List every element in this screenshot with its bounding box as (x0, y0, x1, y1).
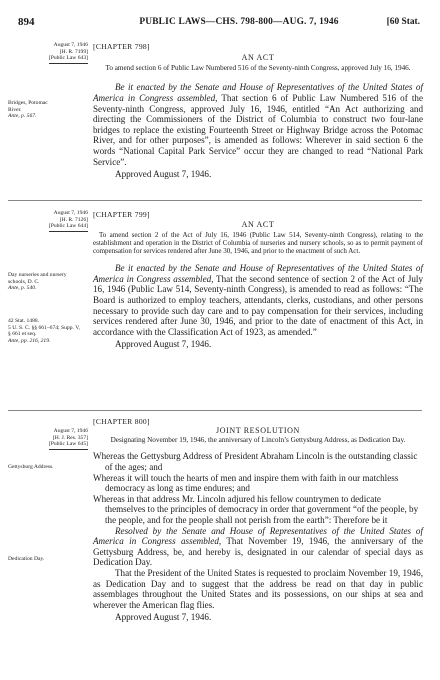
ch799-section (93, 210, 423, 350)
ch799-margin-law: [Public Law 644] (49, 223, 88, 232)
ch800-resolving-clause: Resolved by the Senate and House of Representatives of the United States of America in Congress assembled, (93, 525, 423, 547)
ch798-margin-date: August 7, 1946 (53, 42, 88, 48)
whereas-clause: Whereas in that address Mr. Lincoln adjured his fellow countrymen to dedicate themselves to the principles of democracy in order that government “of the people, by the people, and for the people shall not perish from the earth”: Therefore be it (93, 493, 419, 525)
ch799-stat-ref: 42 Stat. 1488. (8, 318, 40, 324)
ch799-body (93, 263, 423, 337)
ch799-usc-ref: 5 U. S. C. §§ 661–674; Supp. V, § 661 et seq. (8, 324, 80, 338)
ch799-subject-text: Day nurseries and nursery schools, D. C. (8, 272, 67, 285)
section-divider (8, 410, 422, 411)
ch799-act-heading: AN ACT (241, 220, 275, 229)
ch800-margin-date: August 7, 1946 (53, 428, 88, 434)
ch800-act-heading: JOINT RESOLUTION (216, 426, 300, 435)
ch799-approved: Approved August 7, 1946. (115, 339, 212, 350)
ch798-enacting-clause: Be it enacted by the Senate and House of Representatives of the United States of America in Congress assembled, (93, 82, 423, 103)
ch799-margin-bill: [H. R. 7126] (59, 216, 88, 223)
ch798-act-heading: AN ACT (241, 53, 275, 62)
ch799-margin-meta (8, 210, 88, 232)
ch798-cite-text: Ante, p. 567. (8, 113, 37, 120)
page-number: 894 (18, 16, 35, 28)
running-title: PUBLIC LAWS—CHS. 798-800—AUG. 7, 1946 (139, 17, 339, 27)
ch800-margin-law: [Public Law 645] (49, 441, 88, 450)
ch800-margin-dedication: Dedication Day. (8, 556, 45, 562)
ch799-ante-ref: Ante, pp. 216, 219. (8, 337, 51, 344)
ch800-long-title: Designating November 19, 1946, the anniversary of Lincoln’s Gettysburg Address, as Dedication Day. (110, 436, 406, 444)
ch800-approved: Approved August 7, 1946. (115, 612, 212, 623)
ch798-approved: Approved August 7, 1946. (115, 169, 212, 180)
running-header (18, 16, 420, 30)
ch798-subject-text: Bridges, Potomac River. (8, 100, 48, 113)
ch800-resolved (93, 526, 423, 568)
ch798-long-title: To amend section 6 of Public Law Numbered 516 of the Seventy-ninth Congress, approved July 16, 1946. (105, 64, 411, 72)
ch798-margin-meta (8, 42, 88, 64)
ch798-body (93, 82, 423, 167)
ch800-margin-address: Gettysburg Address. (8, 464, 54, 470)
ch799-body-text: That the second sentence of section 2 of the Act of July 16, 1946 (Public Law 514, Seventy-ninth Congress), is amended to read as follows: “The Board is authorized to employ teachers, attendants, clerks, custodians, and other persons necessary to provide such day care and to pay compensation for their services, including services rendered after June 30, 1946, and prior to the date of enactment of this Act, in accordance with the Classification Act of 1923, as amended.” (93, 273, 423, 337)
ch800-paragraph-2: That the President of the United States is requested to proclaim November 19, 1946, as Dedication Day and to suggest that the address be read on that day in public assemblages throughout the United States and its possessions, on our ships at sea and wherever the American flag flies. (93, 567, 423, 610)
ch800-section (93, 417, 423, 623)
ch798-margin-bill: [H. R. 7199] (59, 48, 88, 55)
ch798-section (93, 42, 423, 180)
ch799-long-title: To amend section 2 of the Act of July 16, 1946 (Public Law 514, Seventy-ninth Congress), relating to the establishment and operation in the District of Columbia of nurseries and nursery schools, so as to permit payment of compensation for services rendered after June 30, 1946, and prior to the enactment of such Act. (93, 231, 423, 256)
ch798-body-text: That section 6 of Public Law Numbered 516 of the Seventy-ninth Congress, approved July 16, 1946, entitled “An Act authorizing and directing the Commissioners of the District of Columbia to construct two four-lane bridges to replace the existing Fourteenth Street or Highway Bridge across the Potomac River, and for other purposes”, is amended as follows: Wherever in said section 6 the words “National Capital Park Service” occur they are changed to read “National Park Service”. (93, 93, 423, 167)
ch800-chapter-heading: [CHAPTER 800] (93, 417, 150, 426)
ch799-chapter-heading: [CHAPTER 799] (93, 210, 150, 219)
whereas-clause: Whereas it will touch the hearts of men and inspire them with faith in our matchless democracy as long as time endures; and (93, 472, 399, 494)
ch799-margin-date: August 7, 1946 (53, 210, 88, 216)
ch799-cite-text: Ante, p. 540. (8, 285, 37, 292)
ch798-chapter-heading: [CHAPTER 798] (93, 42, 150, 51)
ch799-margin-refs (8, 318, 84, 344)
volume-label: [60 Stat. (386, 17, 420, 27)
ch800-resolved-text: That November 19, 1946, the anniversary of the Gettysburg Address, be, and hereby is, designated in our calendar of special days as Dedication Day. (93, 536, 423, 568)
ch800-margin-meta (8, 428, 88, 450)
ch798-margin-law: [Public Law 643] (49, 55, 88, 64)
ch800-margin-res: [H. J. Res. 357] (52, 434, 88, 441)
whereas-clause: Whereas the Gettysburg Address of President Abraham Lincoln is the outstanding classic of the ages; and (93, 451, 418, 472)
ch799-margin-subject (8, 272, 84, 292)
ch799-enacting-clause: Be it enacted by the Senate and House of Representatives of the United States of America in Congress assembled, (93, 263, 423, 284)
section-divider (8, 200, 422, 201)
whereas-clauses (93, 451, 423, 525)
ch798-margin-subject (8, 100, 60, 120)
